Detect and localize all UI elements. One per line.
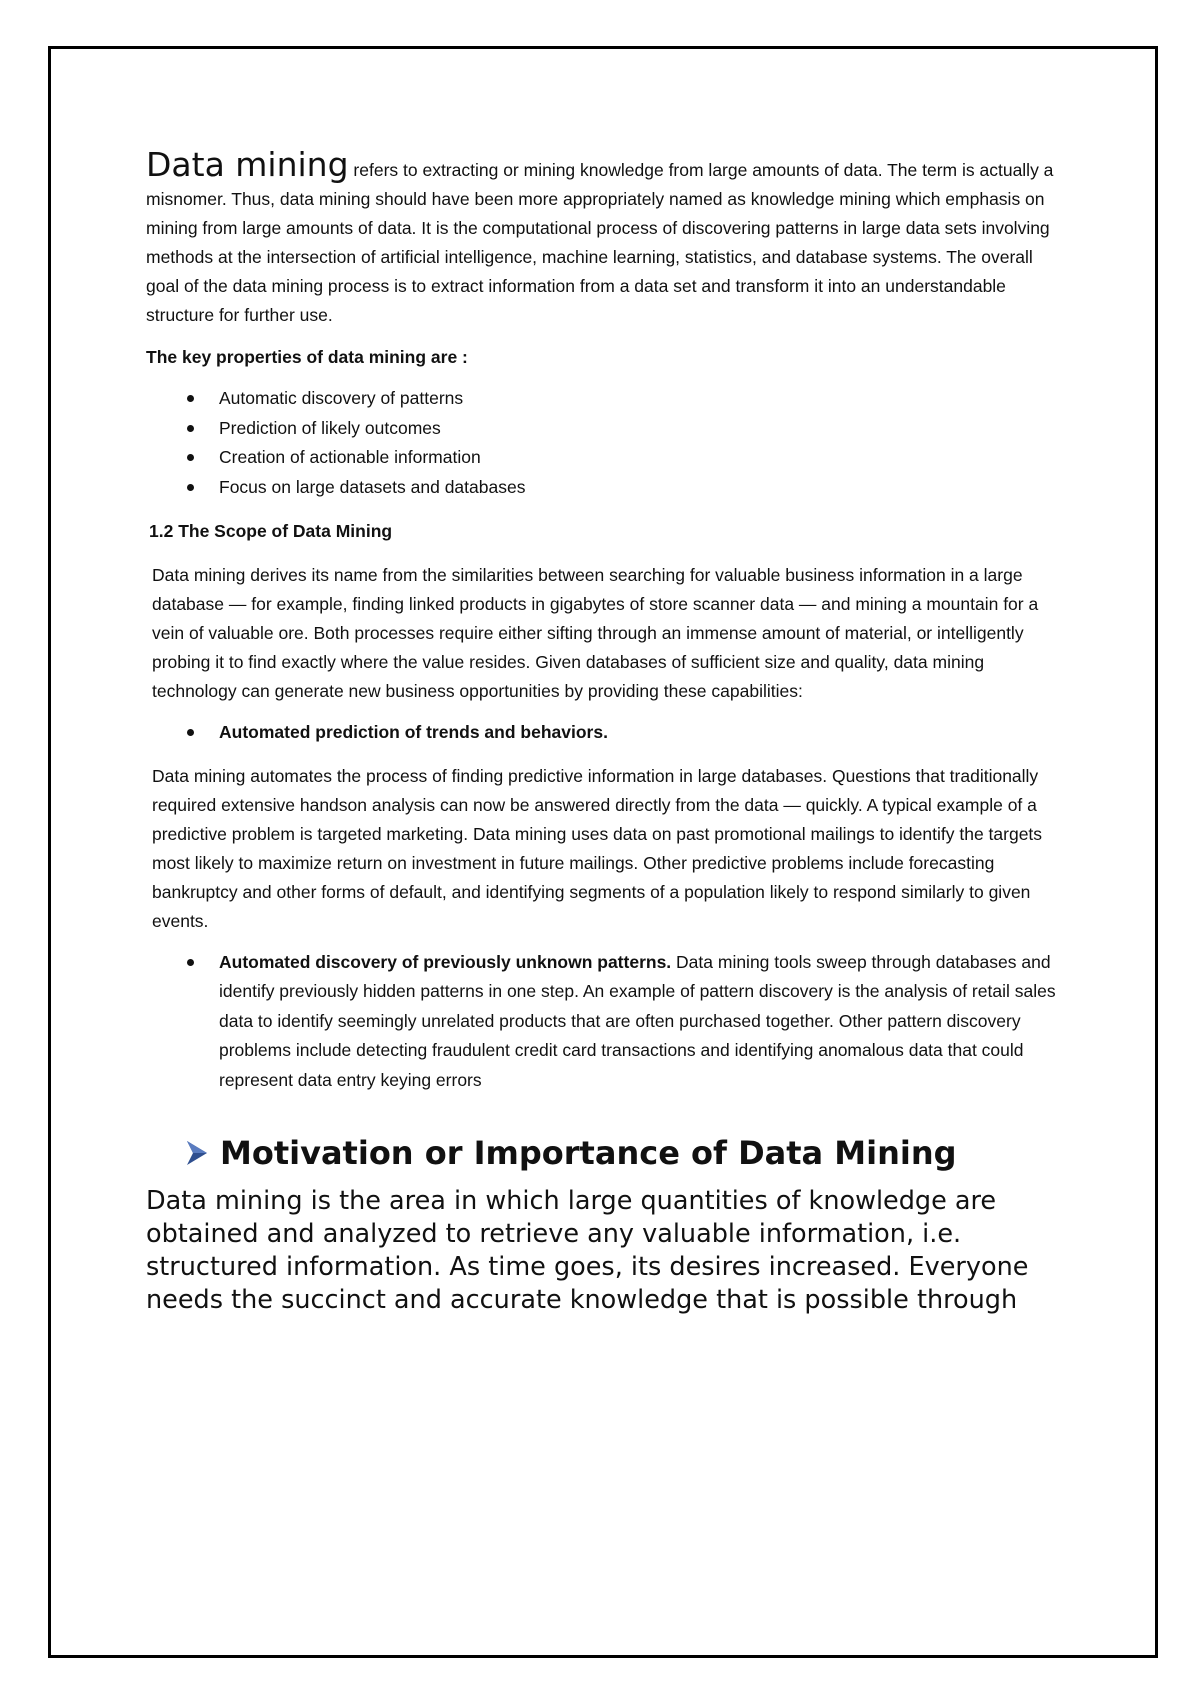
intro-text: refers to extracting or mining knowledge from large amounts of data. The term is actually a misnomer. Thus, data mining should have been more appropriately named as knowledge mining which emphasis on mining from large amounts of data. It is the computational process of discovering patterns in large data sets involving methods at the intersection of artificial intelligence, machine learning, statistics, and database systems. The overall goal of the data mining process is to extract information from a data set and transform it into an understandable structure for further use.: [146, 160, 1054, 325]
list-item: Creation of actionable information: [146, 443, 1066, 473]
intro-term: Data mining: [146, 145, 349, 184]
intro-paragraph: [146, 145, 1066, 330]
capability-2-title: Automated discovery of previously unknown patterns.: [219, 951, 672, 972]
list-item: Prediction of likely outcomes: [146, 414, 1066, 444]
motivation-heading: Motivation or Importance of Data Mining: [220, 1134, 957, 1172]
motivation-paragraph: Data mining is the area in which large quantities of knowledge are obtained and analyzed to retrieve any valuable information, i.e. structured information. As time goes, its desires increased. Everyone needs the succinct and accurate knowledge that is possible through: [146, 1186, 1029, 1315]
document-body: [146, 145, 1066, 1317]
capability-1-list: [146, 718, 1066, 748]
key-properties-heading: The key properties of data mining are :: [146, 347, 468, 367]
capability-1-title: Automated prediction of trends and behaviors.: [146, 718, 1066, 748]
key-properties-list: [146, 384, 1066, 502]
capability-2-list: [146, 948, 1066, 1096]
capability-2-text: Data mining tools sweep through databases and identify previously hidden patterns in one step. An example of pattern discovery is the analysis of retail sales data to identify seemingly unrelated products that are often purchased together. Other pattern discovery problems include detecting fraudulent credit card transactions and identifying anomalous data that could represent data entry keying errors: [219, 951, 1056, 1090]
scope-paragraph: Data mining derives its name from the similarities between searching for valuable business information in a large database — for example, finding linked products in gigabytes of store scanner data — and mining a mountain for a vein of valuable ore. Both processes require either sifting through an immense amount of material, or intelligently probing it to find exactly where the value resides. Given databases of sufficient size and quality, data mining technology can generate new business opportunities by providing these capabilities:: [152, 565, 1039, 701]
scope-heading: 1.2 The Scope of Data Mining: [149, 521, 393, 541]
capability-2-item: [146, 948, 1066, 1096]
capability-1-paragraph: Data mining automates the process of finding predictive information in large databases. Questions that traditionally required extensive handson analysis can now be answered directly from the data — quickly. A typical example of a predictive problem is targeted marketing. Data mining uses data on past promotional mailings to identify the targets most likely to maximize return on investment in future mailings. Other predictive problems include forecasting bankruptcy and other forms of default, and identifying segments of a population likely to respond similarly to given events.: [152, 765, 1043, 931]
list-item: Focus on large datasets and databases: [146, 473, 1066, 503]
list-item: Automatic discovery of patterns: [146, 384, 1066, 414]
arrow-bullet-icon: [184, 1138, 210, 1168]
motivation-heading-row: [146, 1133, 1066, 1173]
